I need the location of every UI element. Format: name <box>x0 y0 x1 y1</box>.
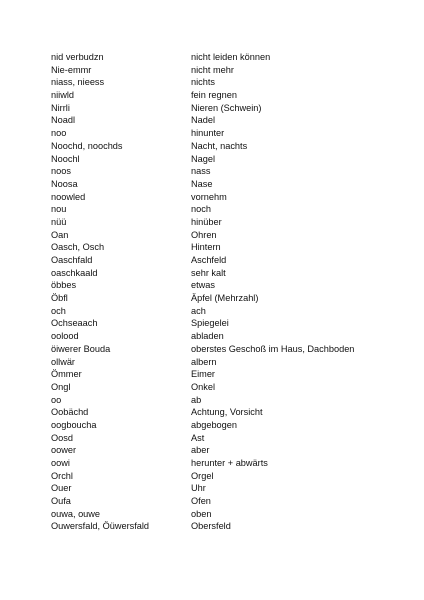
standard-german-meaning: Hintern <box>191 242 221 253</box>
dialect-term: oower <box>51 445 77 456</box>
glossary-row <box>51 368 381 381</box>
standard-german-meaning: nass <box>191 166 211 177</box>
glossary-row <box>51 241 381 254</box>
standard-german-meaning: hinüber <box>191 216 222 227</box>
dialect-term: Nirrli <box>51 102 70 113</box>
dialect-term: Noosa <box>51 178 78 189</box>
dialect-term: Oufa <box>51 496 71 507</box>
standard-german-meaning: abgebogen <box>191 419 237 430</box>
standard-german-meaning: Nase <box>191 178 213 189</box>
glossary-list <box>51 51 381 533</box>
standard-german-meaning: ab <box>191 394 202 405</box>
glossary-row <box>51 508 381 521</box>
standard-german-meaning: Nacht, nachts <box>191 140 248 151</box>
standard-german-meaning: fein regnen <box>191 90 237 101</box>
standard-german-meaning: Achtung, Vorsicht <box>191 407 263 418</box>
glossary-row <box>51 127 381 140</box>
dialect-term: niass, nieess <box>51 77 105 88</box>
standard-german-meaning: hinunter <box>191 128 225 139</box>
dialect-term: Oasch, Osch <box>51 242 105 253</box>
standard-german-meaning: Orgel <box>191 470 214 481</box>
glossary-row <box>51 305 381 318</box>
dialect-term: Oan <box>51 229 69 240</box>
glossary-row <box>51 51 381 64</box>
glossary-row <box>51 394 381 407</box>
glossary-row <box>51 432 381 445</box>
dialect-term: noo <box>51 128 67 139</box>
glossary-row <box>51 419 381 432</box>
glossary-row <box>51 254 381 267</box>
glossary-row <box>51 153 381 166</box>
dialect-term: Öbfl <box>51 293 68 304</box>
glossary-row <box>51 406 381 419</box>
glossary-row <box>51 114 381 127</box>
glossary-row <box>51 292 381 305</box>
glossary-row <box>51 229 381 242</box>
glossary-row <box>51 520 381 533</box>
glossary-row <box>51 191 381 204</box>
standard-german-meaning: noch <box>191 204 211 215</box>
standard-german-meaning: nichts <box>191 77 216 88</box>
standard-german-meaning: sehr kalt <box>191 267 226 278</box>
dialect-term: Oosd <box>51 432 73 443</box>
standard-german-meaning: nicht mehr <box>191 64 234 75</box>
standard-german-meaning: Ohren <box>191 229 217 240</box>
dialect-term: Ochseaach <box>51 318 98 329</box>
glossary-row <box>51 470 381 483</box>
standard-german-meaning: Obersfeld <box>191 521 231 532</box>
standard-german-meaning: Eimer <box>191 369 215 380</box>
glossary-row <box>51 165 381 178</box>
dialect-term: Oobächd <box>51 407 89 418</box>
glossary-row <box>51 482 381 495</box>
dialect-term: noowled <box>51 191 86 202</box>
glossary-row <box>51 267 381 280</box>
dialect-term: nid verbudzn <box>51 52 104 62</box>
dialect-term: oolood <box>51 331 79 342</box>
dialect-term: niiwld <box>51 90 74 101</box>
dialect-term: oo <box>51 394 62 405</box>
dialect-term: Noochl <box>51 153 80 164</box>
dialect-term: Oaschfald <box>51 255 93 265</box>
standard-german-meaning: aber <box>191 445 210 456</box>
standard-german-meaning: Uhr <box>191 483 206 494</box>
dialect-term: Orchl <box>51 470 73 481</box>
standard-german-meaning: Spiegelei <box>191 318 229 329</box>
glossary-row <box>51 102 381 115</box>
dialect-term: Ongl <box>51 381 71 392</box>
glossary-row <box>51 330 381 343</box>
standard-german-meaning: Nieren (Schwein) <box>191 102 262 113</box>
standard-german-meaning: oberstes Geschoß im Haus, Dachboden <box>191 343 355 354</box>
glossary-row <box>51 140 381 153</box>
glossary-row <box>51 64 381 77</box>
dialect-term: oaschkaald <box>51 267 98 278</box>
dialect-term: ollwär <box>51 356 75 367</box>
glossary-row <box>51 203 381 216</box>
standard-german-meaning: Ast <box>191 432 205 443</box>
standard-german-meaning: Äpfel (Mehrzahl) <box>191 293 259 304</box>
standard-german-meaning: etwas <box>191 280 216 291</box>
dialect-term: öiwerer Bouda <box>51 343 111 354</box>
glossary-row <box>51 279 381 292</box>
glossary-row <box>51 356 381 369</box>
dialect-term: och <box>51 305 66 316</box>
glossary-row <box>51 216 381 229</box>
standard-german-meaning: nicht leiden können <box>191 52 271 62</box>
glossary-row <box>51 343 381 356</box>
dialect-term: öbbes <box>51 280 77 291</box>
glossary-row <box>51 178 381 191</box>
standard-german-meaning: Onkel <box>191 381 216 392</box>
standard-german-meaning: oben <box>191 508 212 519</box>
dialect-term: Noadl <box>51 115 76 126</box>
standard-german-meaning: Ofen <box>191 496 211 507</box>
standard-german-meaning: Aschfeld <box>191 255 227 265</box>
dialect-term: Nie-emmr <box>51 64 92 75</box>
glossary-row <box>51 317 381 330</box>
standard-german-meaning: ach <box>191 305 206 316</box>
dialect-term: Ouwersfald, Öüwersfald <box>51 521 150 532</box>
standard-german-meaning: herunter + abwärts <box>191 458 268 468</box>
glossary-row <box>51 76 381 89</box>
glossary-row <box>51 381 381 394</box>
dialect-term: nüü <box>51 216 67 227</box>
standard-german-meaning: vornehm <box>191 191 227 202</box>
standard-german-meaning: Nagel <box>191 153 216 164</box>
glossary-row <box>51 89 381 102</box>
dialect-term: noos <box>51 166 71 177</box>
dialect-term: oowi <box>51 458 70 468</box>
dialect-term: Ömmer <box>51 369 82 380</box>
glossary-row <box>51 444 381 457</box>
dialect-term: Noochd, noochds <box>51 140 123 151</box>
standard-german-meaning: Nadel <box>191 115 216 126</box>
glossary-row <box>51 457 381 470</box>
glossary-row <box>51 495 381 508</box>
dialect-term: nou <box>51 204 67 215</box>
dialect-term: Ouer <box>51 483 72 494</box>
dialect-term: ouwa, ouwe <box>51 508 101 519</box>
dialect-term: oogboucha <box>51 419 97 430</box>
standard-german-meaning: albern <box>191 356 217 367</box>
standard-german-meaning: abladen <box>191 331 224 342</box>
